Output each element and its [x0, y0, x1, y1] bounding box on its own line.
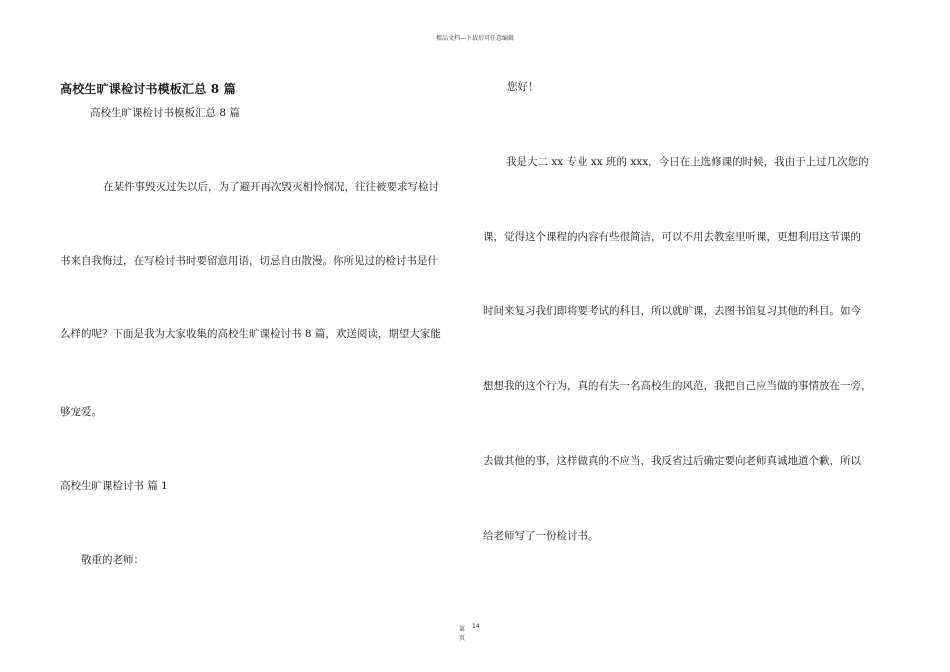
- page-header: 精品文档---下载后可任意编辑: [435, 35, 515, 42]
- greeting: 您好！: [507, 81, 539, 93]
- page-footer-unit: 页: [459, 635, 466, 642]
- body-line-2: 课，觉得这个课程的内容有些很简洁，可以不用去教室里听课，更想利用这节课的: [483, 231, 861, 243]
- body-line-5: 去做其他的事，这样做真的不应当，我反省过后确定要向老师真诚地道个歉，所以: [483, 455, 861, 467]
- body-line-1: 我是大二 xx 专业 xx 班的 xxx，今日在上选修课的时候，我由于上过几次您的: [506, 156, 869, 168]
- body-line-4: 想想我的这个行为，真的有失一名高校生的风范，我把自己应当做的事情放在一旁，: [483, 380, 872, 392]
- body-line-3: 时间来复习我们即将要考试的科目，所以就旷课，去图书馆复习其他的科目。如今: [483, 305, 861, 317]
- intro-line-1: 在某件事毁灭过失以后，为了避开再次毁灭相怜悯况，往往被要求写检讨: [103, 181, 439, 193]
- document-title: 高校生旷课检讨书模板汇总 8 篇: [60, 82, 236, 96]
- page-number: 14: [472, 623, 480, 630]
- intro-line-2: 书来自我悔过，在写检讨书时要留意用语，切忌自由散漫。你所见过的检讨书是什: [60, 255, 438, 267]
- intro-line-3: 么样的呢？下面是我为大家收集的高校生旷课检讨书 8 篇，欢送阅读，期望大家能: [60, 328, 441, 340]
- salutation: 敬重的老师：: [81, 554, 144, 566]
- body-line-6: 给老师写了一份检讨书。: [483, 530, 599, 542]
- page-footer-label: 第: [459, 626, 466, 633]
- document-subtitle: 高校生旷课检讨书模板汇总 8 篇: [90, 107, 240, 119]
- intro-line-4: 够宠爱。: [60, 406, 102, 418]
- section-heading: 高校生旷课检讨书 篇 1: [60, 480, 168, 492]
